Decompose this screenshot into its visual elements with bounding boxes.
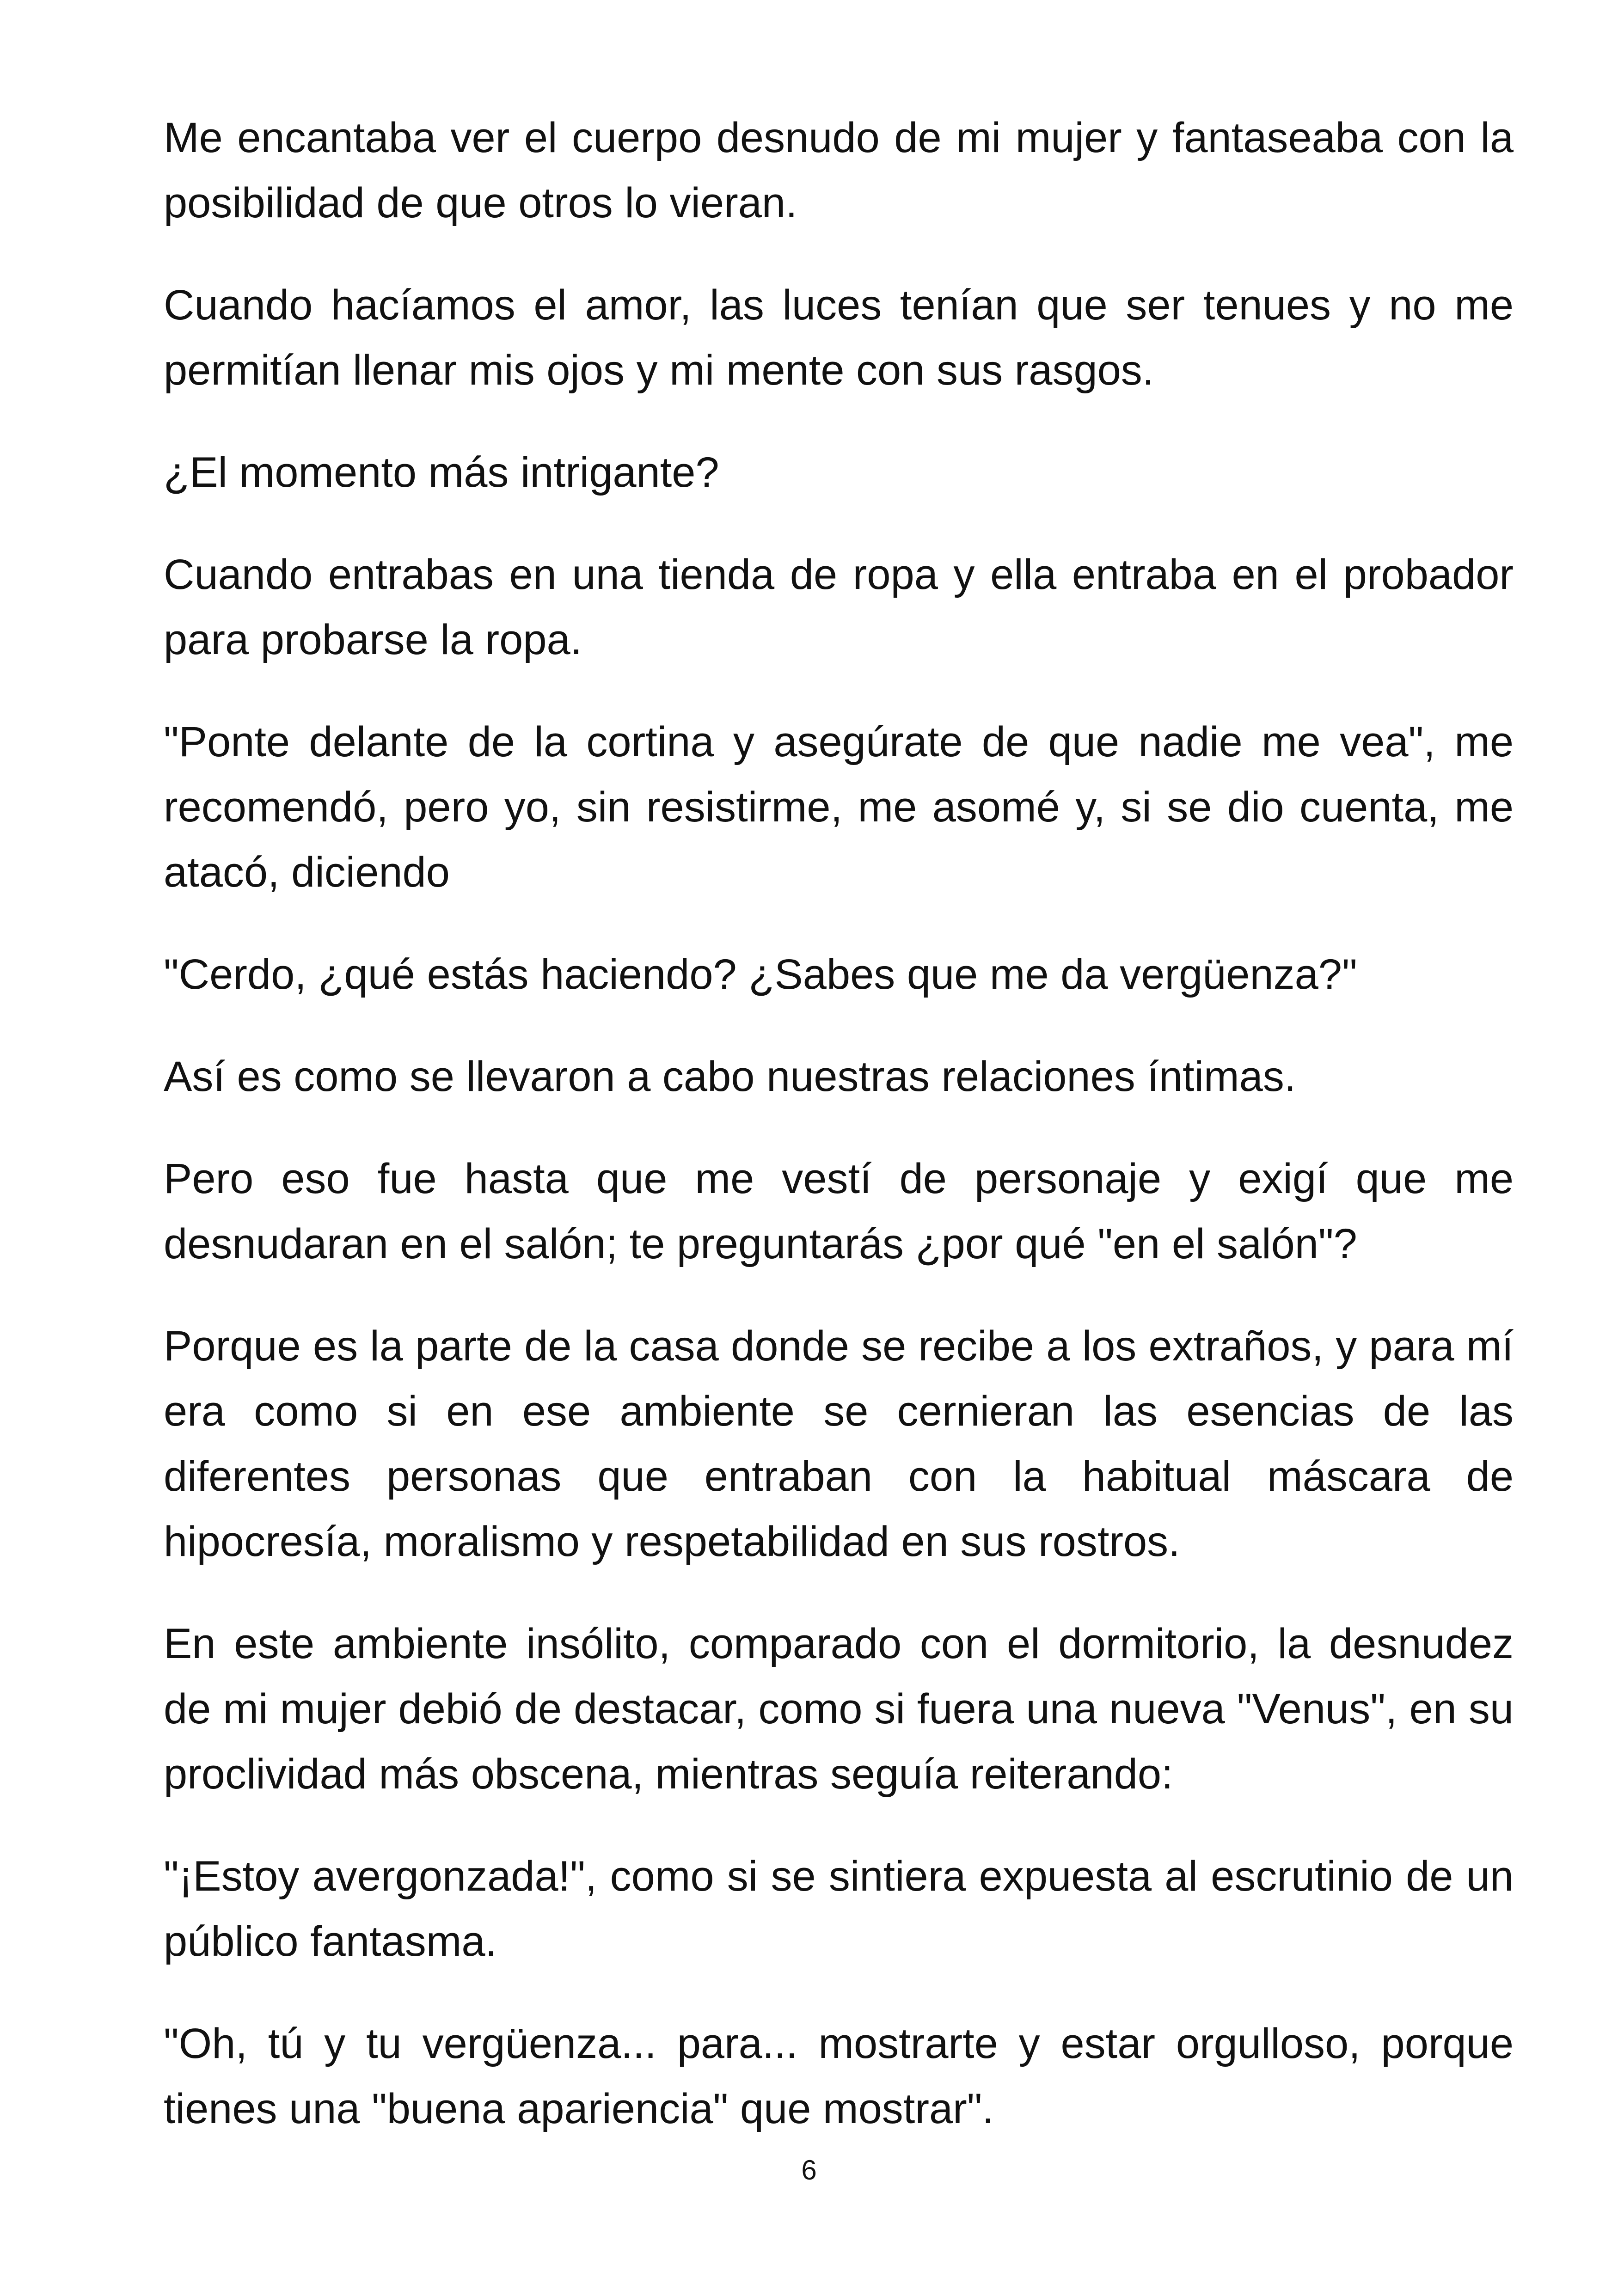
- paragraph-5: "Ponte delante de la cortina y asegúrate de que nadie me vea", me recomendó, pero yo, sin resistirme, me asomé y, si se dio cuenta, me atacó, diciendo: [164, 718, 1514, 896]
- paragraph-7: Así es como se llevaron a cabo nuestras relaciones íntimas.: [164, 1053, 1296, 1100]
- body-text: [164, 105, 1514, 2179]
- paragraph-12: "Oh, tú y tu vergüenza... para... mostrarte y estar orgulloso, porque tienes una "buena apariencia" que mostrar".: [164, 2020, 1514, 2132]
- paragraph-11: "¡Estoy avergonzada!", como si se sintiera expuesta al escrutinio de un público fantasma.: [164, 1853, 1514, 1965]
- paragraph-2: Cuando hacíamos el amor, las luces tenían que ser tenues y no me permitían llenar mis ojos y mi mente con sus rasgos.: [164, 282, 1514, 394]
- paragraph-9: Porque es la parte de la casa donde se recibe a los extraños, y para mí era como si en ese ambiente se cernieran las esencias de las diferentes personas que entraban con la habitual máscara de hipocresía, moralismo y respetabilidad en sus rostros.: [164, 1322, 1514, 1565]
- paragraph-8: Pero eso fue hasta que me vestí de personaje y exigí que me desnudaran en el salón; te preguntarás ¿por qué "en el salón"?: [164, 1155, 1514, 1267]
- paragraph-3: ¿El momento más intrigante?: [164, 449, 719, 496]
- page-number: 6: [801, 2155, 817, 2186]
- paragraph-4: Cuando entrabas en una tienda de ropa y ella entraba en el probador para probarse la ropa.: [164, 551, 1514, 663]
- paragraph-6: "Cerdo, ¿qué estás haciendo? ¿Sabes que me da vergüenza?": [164, 951, 1357, 998]
- paragraph-1: Me encantaba ver el cuerpo desnudo de mi mujer y fantaseaba con la posibilidad de que otros lo vieran.: [164, 114, 1514, 227]
- paragraph-10: En este ambiente insólito, comparado con el dormitorio, la desnudez de mi mujer debió de destacar, como si fuera una nueva "Venus", en su proclividad más obscena, mientras seguía reiterando:: [164, 1620, 1514, 1798]
